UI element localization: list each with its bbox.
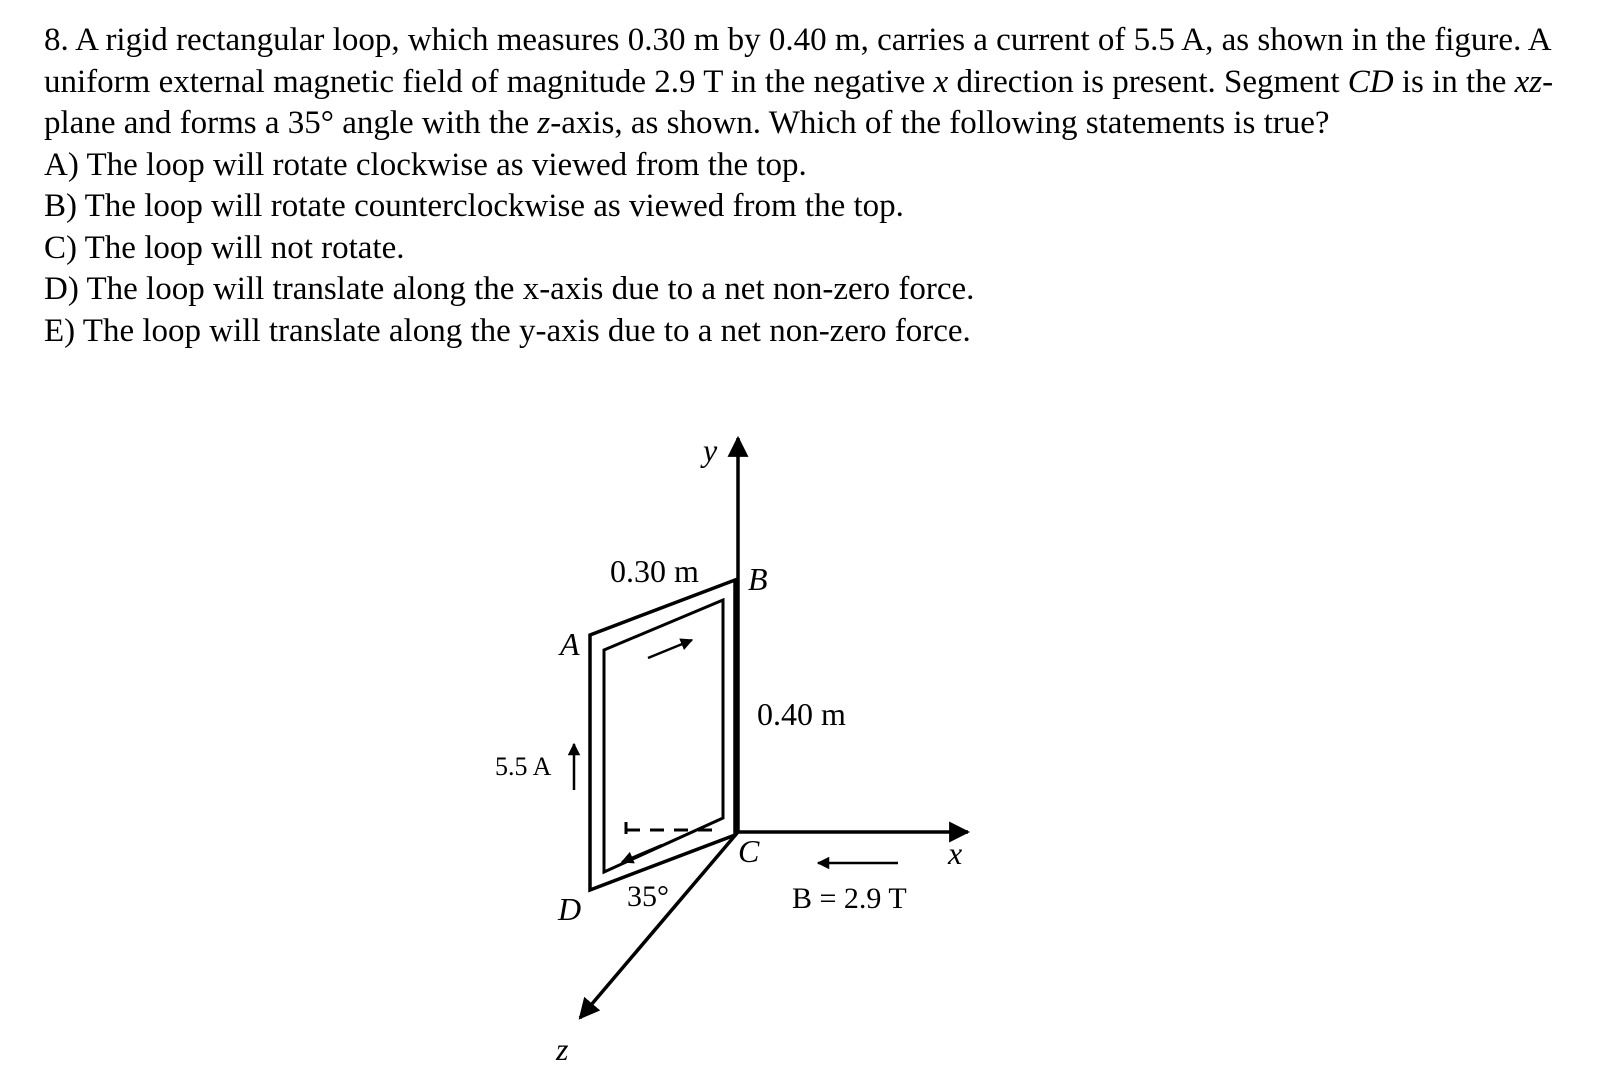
z-axis-label: z [556,1031,569,1067]
height-label: 0.40 m [757,696,846,732]
question-number: 8. [44,22,69,58]
option-e: E) The loop will translate along the y-axis due to a net non-zero force. [44,312,971,349]
stem-part: A rigid rectangular loop, which measures 0.30 m by 0.40 m, carries a current of 5.5 A, as shown in the figure. A uniform external magnetic field of magnitude 2.9 T in the negative [44,22,1550,100]
stem-part: x [933,63,949,100]
stem-part: is in the [1393,63,1515,100]
field-label: B = 2.9 T [792,882,907,915]
current-label: 5.5 A [495,752,552,781]
y-axis-label: y [703,432,718,468]
point-d-label: D [558,891,582,927]
stem-part: xz [1514,63,1543,100]
option-d: D) The loop will translate along the x-axis due to a net non-zero force. [44,271,975,307]
point-c-label: C [738,833,760,869]
current-arrow-top [648,640,692,658]
option-c: C) The loop will not rotate. [44,229,405,266]
angle-label: 35° [627,880,669,913]
stem-part: direction is present. Segment [948,63,1348,100]
x-axis-label: x [948,835,963,871]
stem-part: z [537,105,551,141]
point-b-label: B [748,561,768,597]
stem-part: -axis, as shown. Which of the following statements is true? [550,105,1330,141]
stem-part: -plane and forms a 35° angle with the [44,63,1554,141]
current-arrow-bottom [622,845,662,862]
width-label: 0.30 m [610,553,699,589]
option-a: A) The loop will rotate clockwise as viewed from the top. [44,146,807,183]
option-b: B) The loop will rotate counterclockwise as viewed from the top. [44,188,904,224]
stem-part: CD [1347,63,1394,100]
point-a-label: A [560,626,580,662]
